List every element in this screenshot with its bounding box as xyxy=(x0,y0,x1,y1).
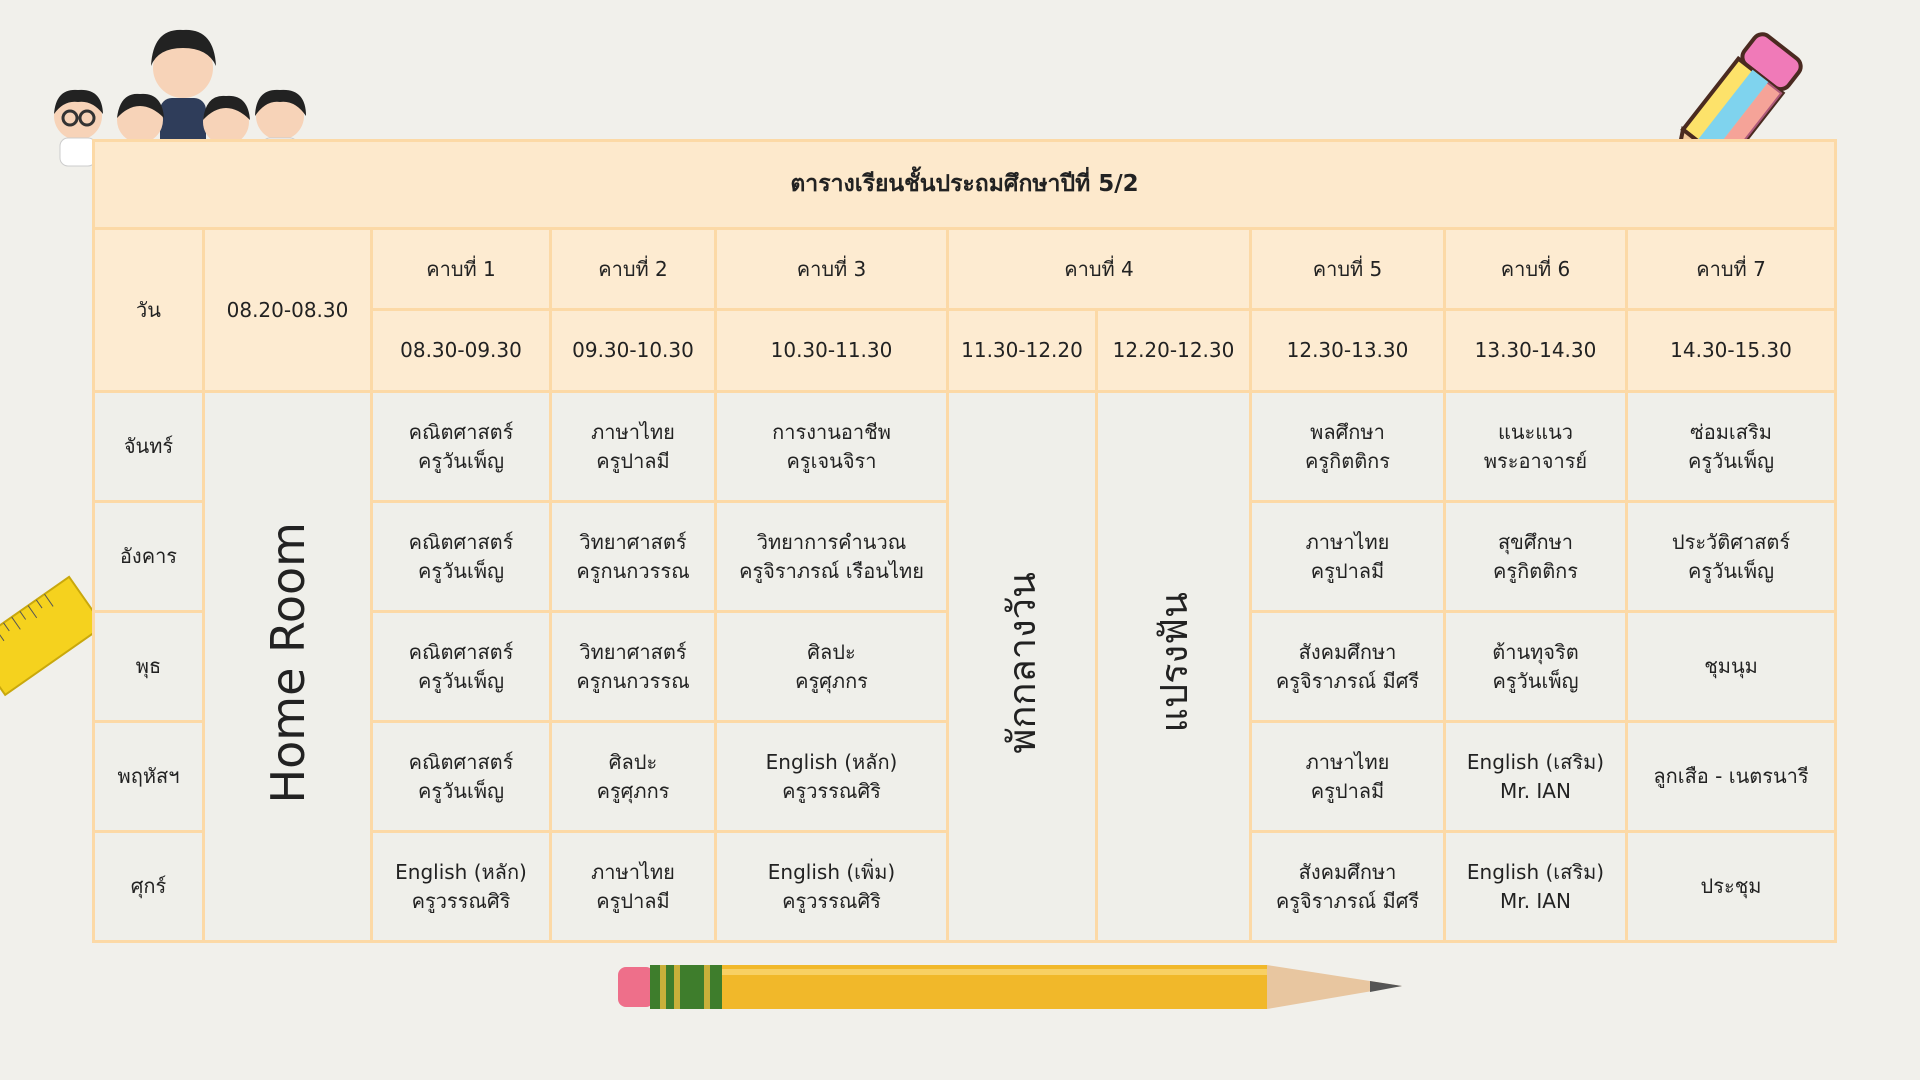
ruler-icon xyxy=(0,565,95,715)
period-3-time: 10.30-11.30 xyxy=(716,310,948,392)
subject: English (หลัก) xyxy=(765,749,898,774)
day-wednesday: พุธ xyxy=(94,612,204,722)
lunch-label: พักกลางวัน xyxy=(1000,571,1044,754)
teacher: ครูปาลมี xyxy=(596,448,670,473)
period-6-time: 13.30-14.30 xyxy=(1445,310,1627,392)
subject: คณิตศาสตร์ xyxy=(408,419,514,444)
teacher: ครูวันเพ็ญ xyxy=(417,448,505,473)
mon-p5 xyxy=(1251,392,1445,502)
thu-p5 xyxy=(1251,722,1445,832)
teacher: ครูวันเพ็ญ xyxy=(1492,668,1579,693)
teacher: ครูวันเพ็ญ xyxy=(1687,558,1775,583)
teacher: ครูวันเพ็ญ xyxy=(417,558,505,583)
fri-p6 xyxy=(1445,832,1627,942)
subject: วิทยาศาสตร์ xyxy=(579,639,687,664)
teacher: ครูกิตติกร xyxy=(1492,558,1579,583)
period-4-lunch-time: 11.30-12.20 xyxy=(948,310,1097,392)
subject: ชุมนุม xyxy=(1704,654,1758,678)
teacher: ครูวรรณศิริ xyxy=(411,888,511,913)
subject: ภาษาไทย xyxy=(1305,529,1390,554)
subject: English (เพิ่ม) xyxy=(767,859,896,884)
thu-p3 xyxy=(716,722,948,832)
teacher: ครูกิตติกร xyxy=(1304,448,1391,473)
subject: English (เสริม) xyxy=(1466,859,1605,884)
teacher: ครูวันเพ็ญ xyxy=(1687,448,1775,473)
subject: คณิตศาสตร์ xyxy=(408,749,514,774)
timetable-title: ตารางเรียนชั้นประถมศึกษาปีที่ 5/2 xyxy=(94,141,1836,229)
thu-p7 xyxy=(1627,722,1836,832)
teacher: ครูเจนจิรา xyxy=(786,448,877,473)
wed-p2 xyxy=(551,612,716,722)
teacher: Mr. IAN xyxy=(1500,778,1571,803)
fri-p7 xyxy=(1627,832,1836,942)
wed-p6 xyxy=(1445,612,1627,722)
mon-p7 xyxy=(1627,392,1836,502)
fri-p3 xyxy=(716,832,948,942)
fri-p1 xyxy=(372,832,551,942)
mon-p3 xyxy=(716,392,948,502)
wed-p3 xyxy=(716,612,948,722)
subject: ศิลปะ xyxy=(608,749,658,774)
period-4-brush-time: 12.20-12.30 xyxy=(1097,310,1251,392)
teacher: ครูวรรณศิริ xyxy=(782,888,881,913)
period-4-header: คาบที่ 4 xyxy=(948,229,1251,310)
period-1-header: คาบที่ 1 xyxy=(372,229,551,310)
thu-p6 xyxy=(1445,722,1627,832)
pencil-icon xyxy=(612,955,1407,1025)
subject: ประชุม xyxy=(1700,874,1762,898)
day-tuesday: อังคาร xyxy=(94,502,204,612)
teacher: ครูศุภกร xyxy=(596,778,670,803)
mon-p1 xyxy=(372,392,551,502)
teacher: ครูวันเพ็ญ xyxy=(417,778,505,803)
period-2-time: 09.30-10.30 xyxy=(551,310,716,392)
subject: วิทยาศาสตร์ xyxy=(579,529,687,554)
tue-p1 xyxy=(372,502,551,612)
mon-p6 xyxy=(1445,392,1627,502)
wed-p5 xyxy=(1251,612,1445,722)
tue-p2 xyxy=(551,502,716,612)
homeroom-time-header: 08.20-08.30 xyxy=(204,229,372,392)
subject: ต้านทุจริต xyxy=(1492,639,1579,664)
thu-p2 xyxy=(551,722,716,832)
period-7-header: คาบที่ 7 xyxy=(1627,229,1836,310)
timetable xyxy=(92,139,1837,943)
subject: พลศึกษา xyxy=(1310,419,1385,444)
tue-p5 xyxy=(1251,502,1445,612)
period-7-time: 14.30-15.30 xyxy=(1627,310,1836,392)
day-friday: ศุกร์ xyxy=(94,832,204,942)
subject: สุขศึกษา xyxy=(1497,529,1574,554)
period-5-header: คาบที่ 5 xyxy=(1251,229,1445,310)
teacher: ครูจิราภรณ์ มีศรี xyxy=(1275,888,1420,913)
subject: English (หลัก) xyxy=(395,859,527,884)
period-3-header: คาบที่ 3 xyxy=(716,229,948,310)
brush-teeth-label: แปรงฟัน xyxy=(1151,592,1196,733)
homeroom-label: Home Room xyxy=(260,521,315,804)
wed-p7 xyxy=(1627,612,1836,722)
subject: English (เสริม) xyxy=(1466,749,1605,774)
fri-p2 xyxy=(551,832,716,942)
period-5-time: 12.30-13.30 xyxy=(1251,310,1445,392)
subject: ภาษาไทย xyxy=(591,419,675,444)
day-thursday: พฤหัสฯ xyxy=(94,722,204,832)
subject: แนะแนว xyxy=(1497,419,1574,444)
period-6-header: คาบที่ 6 xyxy=(1445,229,1627,310)
teacher: ครูกนกวรรณ xyxy=(576,668,690,693)
tue-p3 xyxy=(716,502,948,612)
teacher: ครูปาลมี xyxy=(1310,558,1385,583)
subject: วิทยาการคำนวณ xyxy=(756,529,907,554)
thu-p1 xyxy=(372,722,551,832)
fri-p5 xyxy=(1251,832,1445,942)
homeroom-cell xyxy=(204,392,372,942)
brush-teeth-cell xyxy=(1097,392,1251,942)
teacher: ครูปาลมี xyxy=(596,888,670,913)
subject: คณิตศาสตร์ xyxy=(408,639,514,664)
teacher: ครูศุภกร xyxy=(795,668,868,693)
lunch-cell xyxy=(948,392,1097,942)
tue-p7 xyxy=(1627,502,1836,612)
teacher: ครูปาลมี xyxy=(1310,778,1385,803)
teacher: พระอาจารย์ xyxy=(1483,448,1588,473)
subject: สังคมศึกษา xyxy=(1298,639,1397,664)
subject: คณิตศาสตร์ xyxy=(408,529,514,554)
teacher: ครูวันเพ็ญ xyxy=(417,668,505,693)
period-2-header: คาบที่ 2 xyxy=(551,229,716,310)
day-monday: จันทร์ xyxy=(94,392,204,502)
teacher: ครูจิราภรณ์ เรือนไทย xyxy=(739,558,924,583)
subject: ประวัติศาสตร์ xyxy=(1671,529,1791,554)
subject: ภาษาไทย xyxy=(1305,749,1390,774)
subject: ภาษาไทย xyxy=(591,859,675,884)
tue-p6 xyxy=(1445,502,1627,612)
teacher: ครูจิราภรณ์ มีศรี xyxy=(1275,668,1420,693)
subject: สังคมศึกษา xyxy=(1298,859,1397,884)
subject: การงานอาชีพ xyxy=(772,419,891,444)
subject: ศิลปะ xyxy=(807,639,856,664)
subject: ซ่อมเสริม xyxy=(1690,419,1772,444)
mon-p2 xyxy=(551,392,716,502)
wed-p1 xyxy=(372,612,551,722)
teacher: ครูกนกวรรณ xyxy=(576,558,690,583)
day-header: วัน xyxy=(94,229,204,392)
teacher: Mr. IAN xyxy=(1500,888,1571,913)
period-1-time: 08.30-09.30 xyxy=(372,310,551,392)
teacher: ครูวรรณศิริ xyxy=(782,778,881,803)
subject: ลูกเสือ - เนตรนารี xyxy=(1653,764,1809,788)
